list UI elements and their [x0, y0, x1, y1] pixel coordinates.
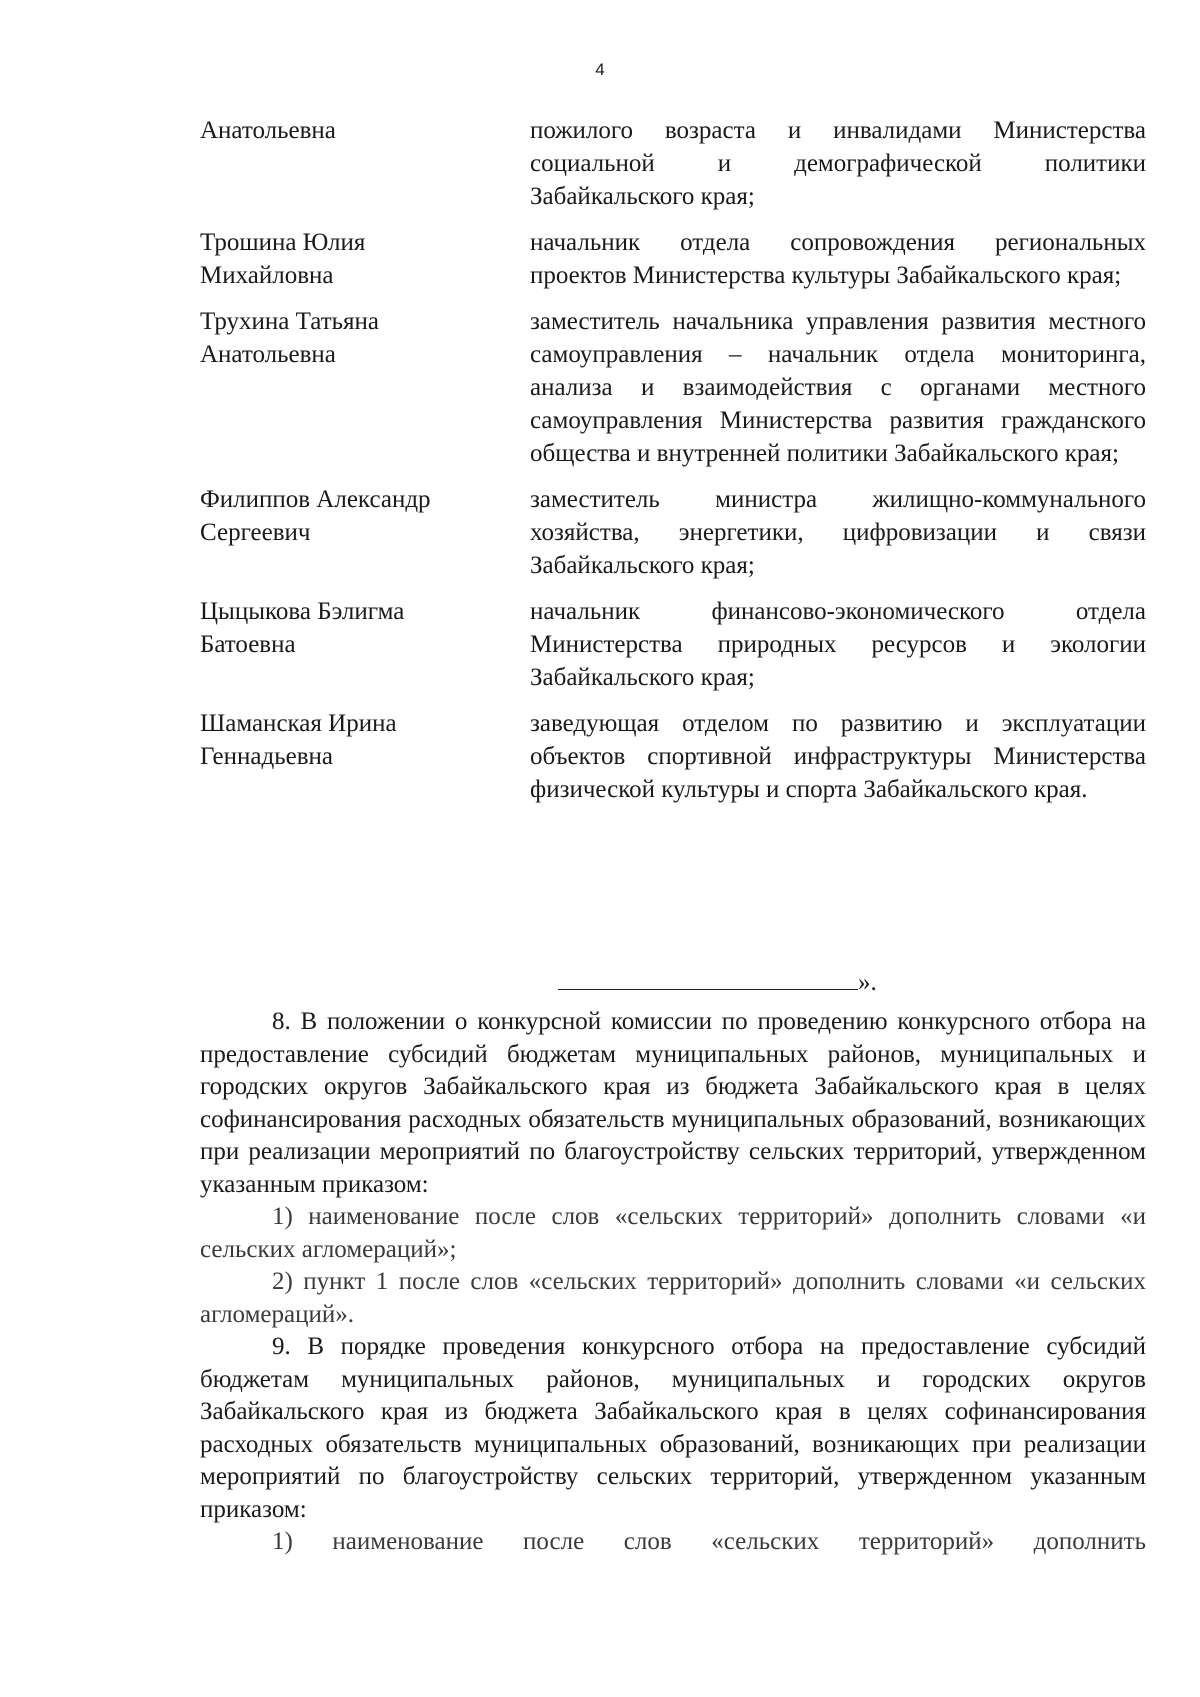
member-name-line: Михайловна [200, 262, 334, 289]
member-position: заведующая отделом по развитию и эксплуатации объектов спортивной инфраструктуры Министерства физической культуры и спорта Забайкальского края. [530, 710, 1146, 803]
member-row [200, 305, 1146, 470]
member-name-line: Трухина Татьяна [200, 308, 379, 335]
member-name-line: Геннадьевна [200, 743, 333, 770]
member-name-line: Анатольевна [200, 341, 336, 368]
paragraph-subitem-2: 2) пункт 1 после слов «сельских территорий» дополнить словами «и сельских агломераций». [200, 1268, 1146, 1328]
member-position: пожилого возраста и инвалидами Министерства социальной и демографической политики Забайкальского края; [530, 117, 1146, 210]
member-name [200, 226, 530, 292]
paragraph-item-8: 8. В положении о конкурсной комиссии по проведению конкурсного отбора на предоставление субсидий бюджетам муниципальных районов, муниципальных и городских округов Забайкальского края из бюджета Забайкальского края в целях софинансирования расходных обязательств муниципальных образований, возникающих при реализации мероприятий по благоустройству сельских территорий, утвержденном указанным приказом: [200, 1008, 1146, 1198]
member-position: заместитель начальника управления развития местного самоуправления – начальник отдела мониторинга, анализа и взаимодействия с органами местного самоуправления Министерства развития гражданского общества и внутренней политики Забайкальского края; [530, 308, 1146, 467]
member-name-line: Сергеевич [200, 519, 311, 546]
member-name [200, 114, 530, 213]
member-position: начальник отдела сопровождения региональных проектов Министерства культуры Забайкальского края; [530, 229, 1146, 289]
list-closing-line [558, 968, 877, 998]
closing-quote: ». [858, 969, 877, 996]
member-name [200, 595, 530, 694]
page-number: 4 [595, 60, 605, 79]
member-row [200, 707, 1146, 806]
paragraph-subitem-1: 1) наименование после слов «сельских территорий» дополнить [272, 1528, 1146, 1555]
commission-member-list [200, 114, 1146, 819]
member-position: начальник финансово-экономического отдела Министерства природных ресурсов и экологии Забайкальского края; [530, 598, 1146, 691]
member-row [200, 595, 1146, 694]
member-name-line: Трошина Юлия [200, 229, 366, 256]
member-row [200, 226, 1146, 292]
paragraph-item-9: 9. В порядке проведения конкурсного отбора на предоставление субсидий бюджетам муниципальных районов, муниципальных и городских округов Забайкальского края из бюджета Забайкальского края в целях софинансирования расходных обязательств муниципальных образований, возникающих при реализации мероприятий по благоустройству сельских территорий, утвержденном указанным приказом: [200, 1333, 1146, 1523]
divider-underline [558, 971, 858, 990]
member-row [200, 114, 1146, 213]
member-name-line: Анатольевна [200, 117, 336, 144]
member-name-line: Цыцыкова Бэлигма [200, 598, 405, 625]
document-body [200, 1006, 1146, 1559]
member-name [200, 305, 530, 470]
paragraph-subitem-1: 1) наименование после слов «сельских территорий» дополнить словами «и сельских агломераций»; [200, 1203, 1146, 1263]
member-name-line: Шаманская Ирина [200, 710, 397, 737]
member-position: заместитель министра жилищно-коммунального хозяйства, энергетики, цифровизации и связи Забайкальского края; [530, 486, 1146, 579]
member-name [200, 707, 530, 806]
member-name-line: Филиппов Александр [200, 486, 431, 513]
member-name-line: Батоевна [200, 631, 296, 658]
member-row [200, 483, 1146, 582]
member-name [200, 483, 530, 582]
